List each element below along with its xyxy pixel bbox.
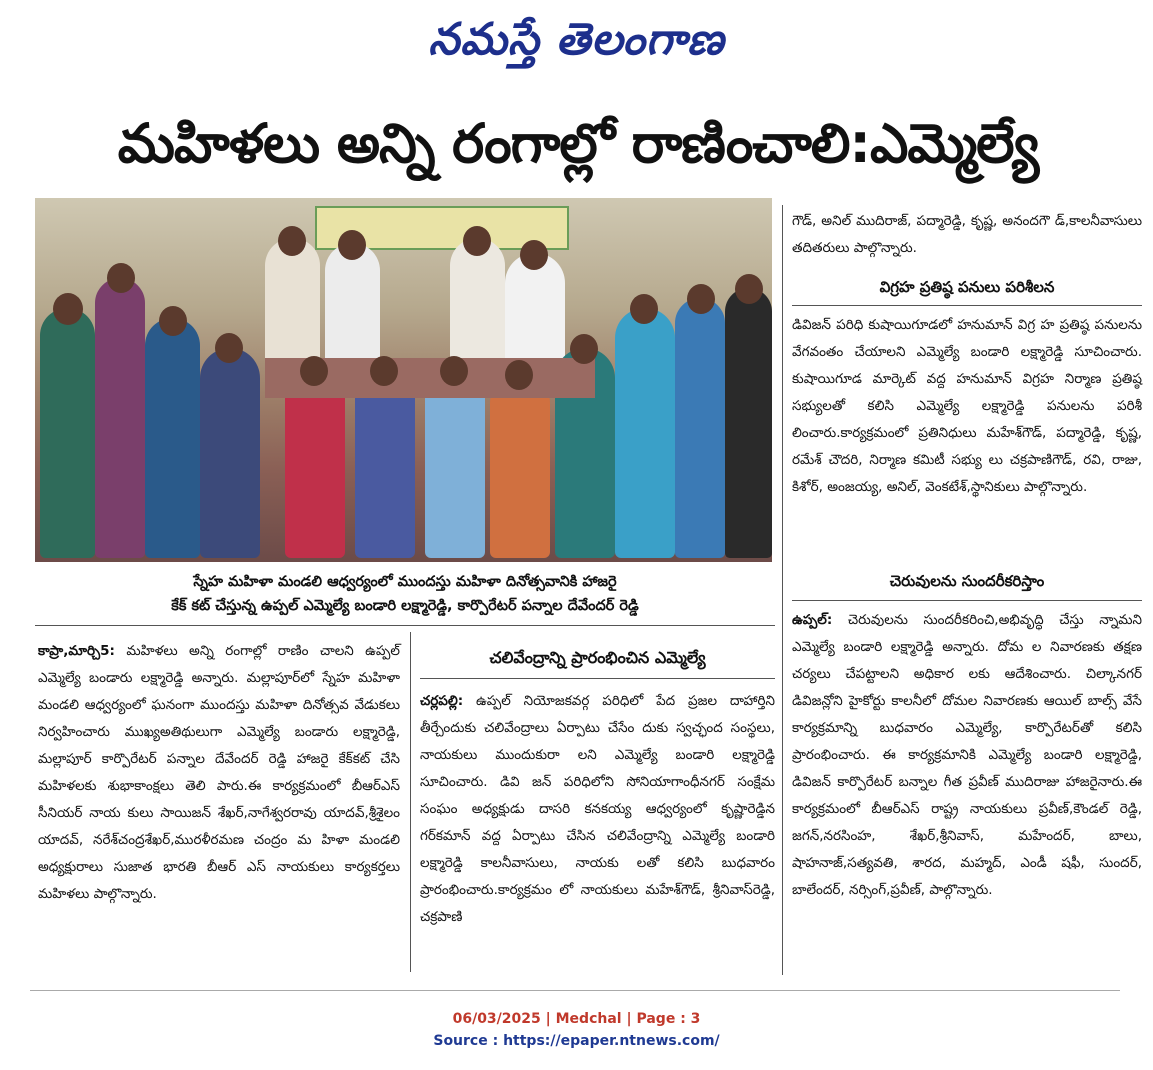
dateline: చర్లపల్లి: <box>420 693 464 709</box>
article-body: మహిళలు అన్ని రంగాల్లో రాణిం చాలని ఉప్పల్ ఎమ్మెల్యే బండారు లక్ష్మారెడ్డి అన్నారు. మల్లాపూర్‌లో స్నేహ మహిళా మండలి ఆధ్వర్యంలో ఘనంగా ముందస్తు మహిళా దినోత్సవ వేడుకలు నిర్వహించారు ముఖ్యఅతిథులుగా ఎమ్మెల్యే బండారు లక్ష్మారెడ్డి, మల్లాపూర్ కార్పొరేటర్ పన్నాల దేవేందర్ రెడ్డి హాజరై కేక్‌కట్ చేసి మహిళలకు శుభాకాంక్షలు తెలి పారు.ఈ కార్యక్రమంలో బీఆర్ఎస్ సీనియర్ నాయ కులు సాయిజన్ శేఖర్,నాగేశ్వరరావు యాదవ్,శ్రీశైలం యాదవ్, నరేశ్‌చంద్రశేఖర్,మురళీరమణ చంద్రం మ హిళా మండలి అధ్యక్షురాలు సుజాత భారతి బీఆర్ ఎస్ నాయకులు కార్యకర్తలు మహిళలు పాల్గొన్నారు. <box>38 643 400 902</box>
article-heading: చలివేంద్రాన్ని ప్రారంభించిన ఎమ్మెల్యే <box>489 648 706 667</box>
divider <box>35 625 775 626</box>
caption-line-2: కేక్ కట్ చేస్తున్న ఉప్పల్ ఎమ్మెల్యే బండారి లక్ష్మారెడ్డి, కార్పొరేటర్ పన్నాల దేవేందర్ రెడ్డి <box>171 598 639 614</box>
main-article <box>38 638 400 908</box>
masthead-logo: నమస్తే తెలంగాణ <box>428 14 725 65</box>
caption-line-1: స్నేహ మహిళా మండలి ఆధ్వర్యంలో ముందస్తు మహిళా దినోత్సవానికి హాజరై <box>193 574 617 590</box>
divider <box>792 305 1142 306</box>
article-body: చెరువులను సుందరీకరించి,అభివృద్ధి చేస్తు న్నామని ఎమ్మెల్యే బండారి లక్ష్మారెడ్డి అన్నారు. దోమ ల నివారణకు తక్షణ చర్యలు చేపట్టాలని అధికార లకు ఆదేశించారు. చిల్కానగర్ డివిజన్లోని హైకోర్టు కాలనీలో దోమల నివారణకు ఆయిల్ బాల్స్ వేసే కార్యక్రమాన్ని బుధవారం ఎమ్మెల్యే, కార్పొరేటర్‌తో కలిసి ప్రారంభించారు. ఈ కార్యక్రమానికి ఎమ్మెల్యే బండారి లక్ష్మారెడ్డి, డివిజన్ కార్పొరేటర్ బన్నాల గీత ప్రవీణ్ ముదిరాజు హాజరైనారు.ఈ కార్యక్రమంలో బీఆర్ఎస్ రాష్ట్ర నాయకులు ప్రవీణ్,కౌండల్ రెడ్డి, జగన్,నరసింహ, శేఖర్,శ్రీనివాస్, మహేందర్, బాలు, షాహనాజ్,సత్యవతి, శారద, మహ్మద్, ఎండీ షఫీ, సుందర్, బాలేందర్, నర్సింగ్,ప్రవీణ్, పాల్గొన్నారు. <box>792 612 1142 898</box>
continued-text: గౌడ్, అనిల్ ముదిరాజ్, పద్మారెడ్డి, కృష్ణ, అనందగౌ డ్,కాలనీవాసులు తదితరులు పాల్గొన్నారు. <box>792 213 1142 256</box>
column-divider <box>782 205 783 975</box>
chaliveendram-article <box>420 688 775 931</box>
section-heading: విగ్రహ ప్రతిష్ఠ పనులు పరిశీలన <box>879 278 1055 296</box>
footer-source-label: Source : <box>433 1033 499 1049</box>
divider <box>792 600 1142 601</box>
page-footer <box>0 1008 1153 1052</box>
news-photo <box>35 198 772 562</box>
footer-edition: Medchal <box>555 1011 622 1027</box>
photo-caption <box>40 570 770 618</box>
footer-separator: | <box>626 1011 632 1027</box>
dateline: ఉప్పల్: <box>792 612 833 628</box>
section-heading: చెరువులను సుందరీకరిస్తాం <box>889 572 1045 590</box>
article-body: ఉప్పల్ నియోజకవర్గ పరిధిలో పేద ప్రజల దాహార్తిని తీర్చేందుకు చలివేంద్రాలు ఏర్పాటు చేసేం దుకు స్వచ్ఛంద సంస్థలు, నాయకులు ముందుకురా లని ఎమ్మెల్యే బండారి లక్ష్మారెడ్డి సూచించారు. డివి జన్ పరిధిలోని సోనియాగాంధీనగర్ సంక్షేమ సంఘం అధ్యక్షుడు దాసరి కనకయ్య ఆధ్వర్యంలో కృష్ణారెడ్డిన గర్‌కమాన్ వద్ద ఏర్పాటు చేసిన చలివేంద్రాన్ని ఎమ్మెల్యే బండారి లక్ష్మారెడ్డి కాలనీవాసులు, నాయకు లతో కలిసి బుధవారం ప్రారంభించారు.కార్యక్రమం లో నాయకులు మహేశ్‌గౌడ్, శ్రీనివాస్‌రెడ్డి, చక్రపాణి <box>420 693 775 925</box>
footer-separator: | <box>545 1011 551 1027</box>
divider <box>420 678 775 679</box>
footer-rule <box>30 990 1120 991</box>
page-headline: మహిళలు అన్ని రంగాల్లో రాణించాలి:ఎమ్మెల్యే <box>117 112 1039 175</box>
lakes-article <box>792 607 1142 904</box>
idol-article: డివిజన్ పరిధి కుషాయిగూడలో హనుమాన్ విగ్ర హ ప్రతిష్ఠ పనులను వేగవంతం చేయాలని ఎమ్మెల్యే బండారి లక్ష్మారెడ్డి సూచించారు. కుషాయిగూడ మార్కెట్ వద్ద హనుమాన్ విగ్రహ నిర్మాణ ప్రతిష్ఠ సభ్యులతో కలిసి ఎమ్మెల్యే లక్ష్మారెడ్డి పనులను పరిశీ లించారు.కార్యక్రమంలో ప్రతినిధులు మహేశ్‌గౌడ్, పద్మారెడ్డి, కృష్ణ, రమేశ్ చౌదరి, నిర్మాణ కమిటీ సభ్యు లు చక్రపాణిగౌడ్, రవి, రాజు, కిశోర్, అంజయ్య, అనిల్, వెంకటేశ్,స్థానికులు పాల్గొన్నారు. <box>792 317 1142 495</box>
footer-source-link[interactable]: https://epaper.ntnews.com/ <box>503 1033 720 1049</box>
dateline: కాప్రా,మార్చి5: <box>38 643 115 659</box>
column-divider <box>410 632 411 972</box>
footer-page: Page : 3 <box>636 1011 701 1027</box>
footer-date: 06/03/2025 <box>452 1011 541 1027</box>
